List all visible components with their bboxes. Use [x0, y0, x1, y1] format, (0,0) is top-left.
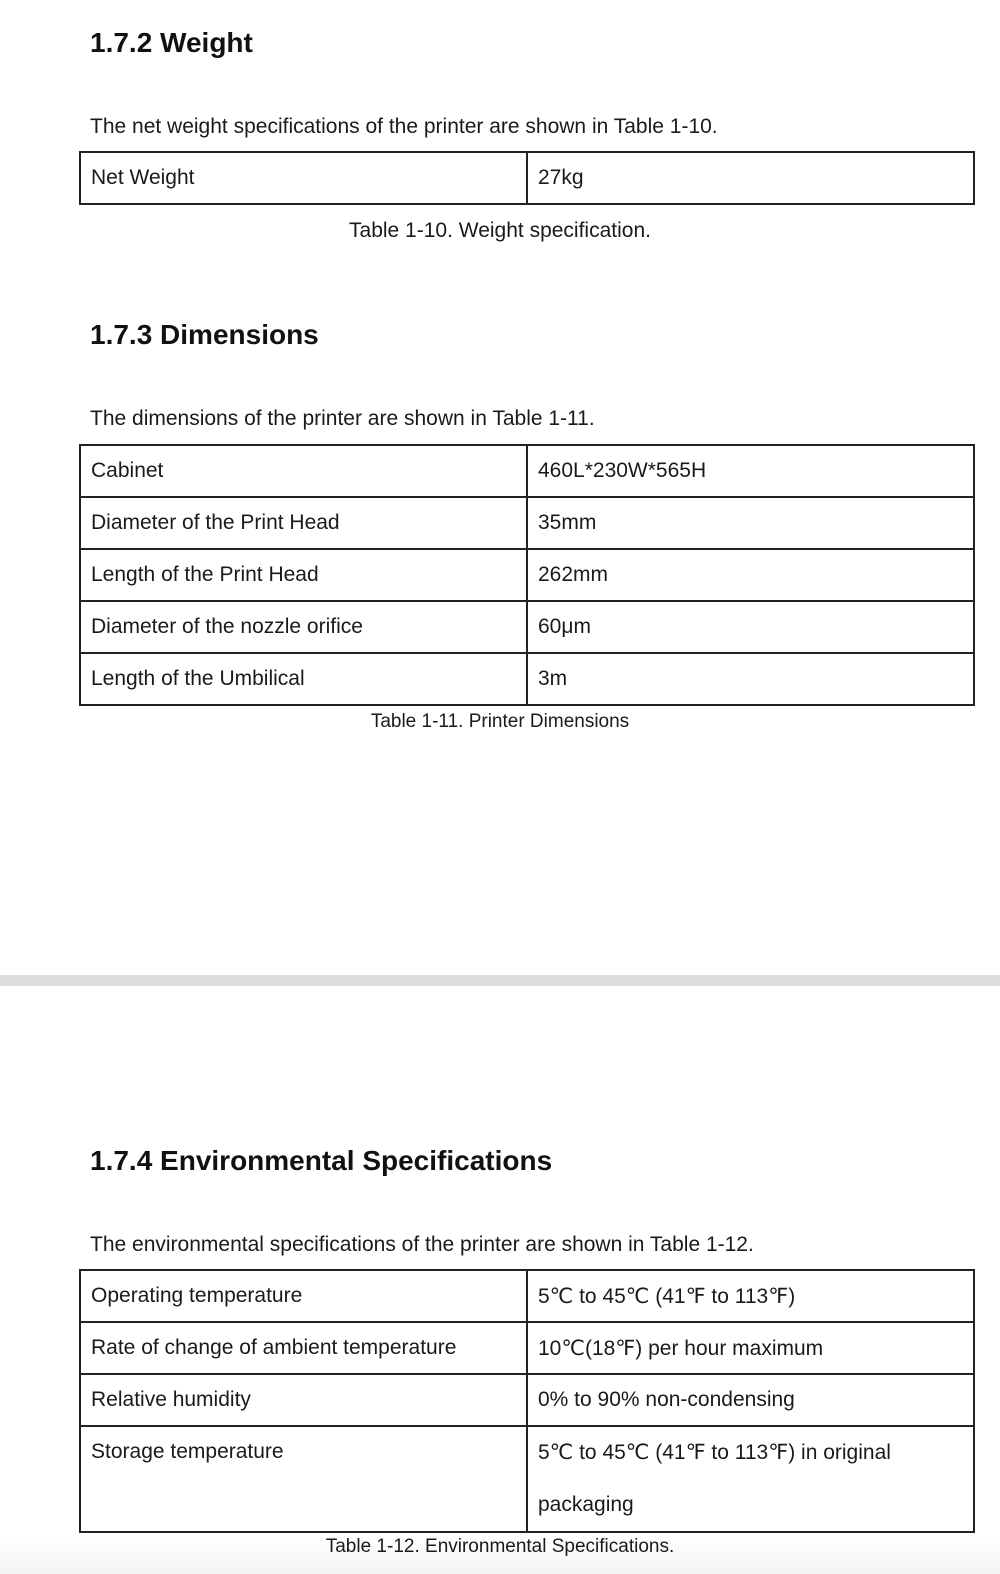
environmental-value-cell: 10℃(18℉) per hour maximum — [527, 1322, 974, 1374]
dimensions-intro-text: The dimensions of the printer are shown in Table 1-11. — [90, 407, 595, 430]
table-row — [80, 653, 974, 705]
table-row — [80, 445, 974, 497]
table-row — [80, 1322, 974, 1374]
table-row — [80, 152, 974, 204]
environmental-label-cell: Operating temperature — [80, 1270, 527, 1322]
weight-table — [79, 151, 975, 205]
dimension-label-cell: Cabinet — [80, 445, 527, 497]
dimension-value-cell: 262mm — [527, 549, 974, 601]
environmental-label-cell: Storage temperature — [80, 1426, 527, 1532]
weight-intro-text: The net weight specifications of the printer are shown in Table 1-10. — [90, 115, 718, 138]
section-heading-weight: 1.7.2 Weight — [90, 27, 253, 58]
table-row — [80, 1270, 974, 1322]
dimension-label-cell: Length of the Print Head — [80, 549, 527, 601]
table-row — [80, 1426, 974, 1532]
dimension-value-cell: 460L*230W*565H — [527, 445, 974, 497]
table-row — [80, 1374, 974, 1426]
dimensions-table — [79, 444, 975, 706]
environmental-table — [79, 1269, 975, 1533]
dimensions-table-caption: Table 1-11. Printer Dimensions — [370, 711, 630, 732]
environmental-value-cell: 0% to 90% non-condensing — [527, 1374, 974, 1426]
table-row — [80, 497, 974, 549]
weight-table-caption: Table 1-10. Weight specification. — [349, 219, 651, 242]
dimension-label-cell: Diameter of the nozzle orifice — [80, 601, 527, 653]
dimension-label-cell: Diameter of the Print Head — [80, 497, 527, 549]
section-heading-environmental: 1.7.4 Environmental Specifications — [90, 1145, 553, 1176]
weight-label-cell: Net Weight — [80, 152, 527, 204]
dimension-value-cell: 35mm — [527, 497, 974, 549]
table-row — [80, 601, 974, 653]
environmental-label-cell: Rate of change of ambient temperature — [80, 1322, 527, 1374]
environmental-value-cell: 5℃ to 45℃ (41℉ to 113℉) — [527, 1270, 974, 1322]
environmental-label-cell: Relative humidity — [80, 1374, 527, 1426]
environmental-table-caption: Table 1-12. Environmental Specifications. — [325, 1536, 675, 1557]
table-row — [80, 549, 974, 601]
dimension-value-cell: 3m — [527, 653, 974, 705]
weight-value-cell: 27kg — [527, 152, 974, 204]
environmental-intro-text: The environmental specifications of the printer are shown in Table 1-12. — [90, 1233, 754, 1256]
dimension-value-cell: 60μm — [527, 601, 974, 653]
section-heading-dimensions: 1.7.3 Dimensions — [90, 319, 319, 350]
page-divider — [0, 975, 1000, 986]
environmental-value-cell: 5℃ to 45℃ (41℉ to 113℉) in original packaging — [527, 1426, 974, 1532]
dimension-label-cell: Length of the Umbilical — [80, 653, 527, 705]
